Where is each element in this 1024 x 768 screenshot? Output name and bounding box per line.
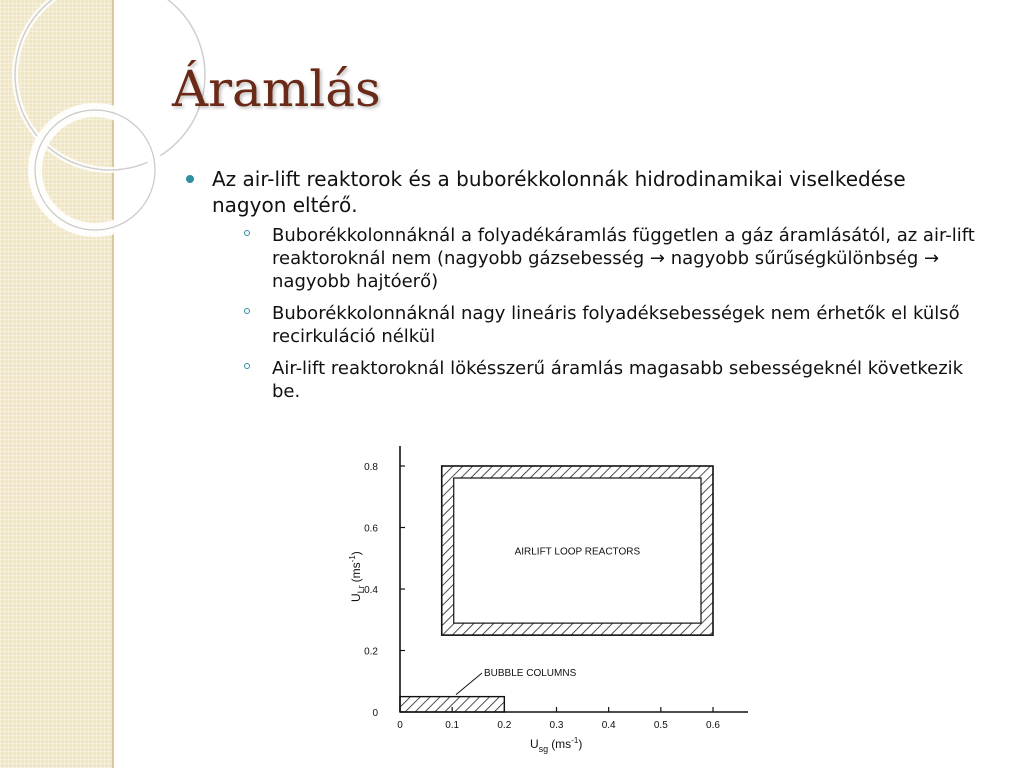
- y-tick-label: 0.2: [364, 646, 378, 658]
- y-axis-label-main: U: [349, 593, 363, 602]
- y-axis-label-unit-end: ): [349, 551, 363, 556]
- x-tick-label: 0.2: [497, 720, 512, 731]
- x-axis-label: [530, 736, 582, 754]
- x-tick-label: 0.1: [445, 720, 460, 731]
- x-tick-label: 0: [397, 720, 403, 731]
- x-axis-label-unit-sup: -1: [571, 736, 579, 745]
- region-bubble-columns-pointer: [456, 673, 482, 695]
- chart-svg: [340, 430, 760, 760]
- sub-bullet-text: Air-lift reaktoroknál lökésszerű áramlás magasabb sebességeknél következik be.: [272, 358, 964, 402]
- sub-bullet-item: [242, 357, 982, 403]
- sub-bullet-text: Buborékkolonnáknál nagy lineáris folyadéksebességek nem érhetők el külső recirkuláció nélkül: [272, 303, 960, 347]
- region-bubble-columns-label: BUBBLE COLUMNS: [484, 668, 577, 679]
- sub-bullet-list: [212, 224, 982, 403]
- x-axis-label-unit-end: ): [578, 737, 583, 751]
- y-tick-label: 0.8: [364, 462, 378, 473]
- sub-bullet-ring-icon: [244, 230, 250, 236]
- x-axis-label-main: U: [530, 737, 539, 751]
- sub-bullet-ring-icon: [244, 308, 250, 314]
- y-tick-label: 0: [372, 708, 378, 719]
- x-tick-label: 0.6: [706, 720, 720, 731]
- bullet-list: [182, 166, 982, 412]
- y-tick-label: 0.6: [364, 523, 378, 535]
- sub-bullet-item: [242, 302, 982, 348]
- flow-regime-chart: [340, 430, 760, 760]
- sub-bullet-text: Buborékkolonnáknál a folyadékáramlás független a gáz áramlásától, az air-lift reaktoroknál nem (nagyobb gázsebesség → nagyobb sűrűségkülönbség → nagyobb hajtóerő): [272, 225, 975, 292]
- bullet-dot-icon: [186, 175, 194, 183]
- region-airlift-label: AIRLIFT LOOP REACTORS: [514, 546, 641, 558]
- x-tick-label: 0.4: [601, 720, 616, 731]
- sub-bullet-item: [242, 224, 982, 293]
- y-tick-label: 0.4: [364, 585, 378, 596]
- sub-bullet-ring-icon: [244, 363, 250, 369]
- bullet-main: [182, 166, 982, 403]
- x-tick-label: 0.3: [549, 720, 564, 731]
- slide-title: Áramlás: [172, 60, 381, 118]
- bullet-main-text: Az air-lift reaktorok és a buborékkolonnák hidrodinamikai viselkedése nagyon eltérő.: [212, 167, 906, 217]
- x-axis-label-unit: (ms: [551, 737, 572, 751]
- x-axis-label-sub: sg: [538, 744, 549, 754]
- y-axis-label-sub: Lr: [356, 585, 366, 594]
- y-axis-label-unit-sup: -1: [348, 555, 357, 563]
- x-tick-label: 0.5: [653, 720, 668, 731]
- y-axis-label-unit: (ms: [349, 562, 363, 583]
